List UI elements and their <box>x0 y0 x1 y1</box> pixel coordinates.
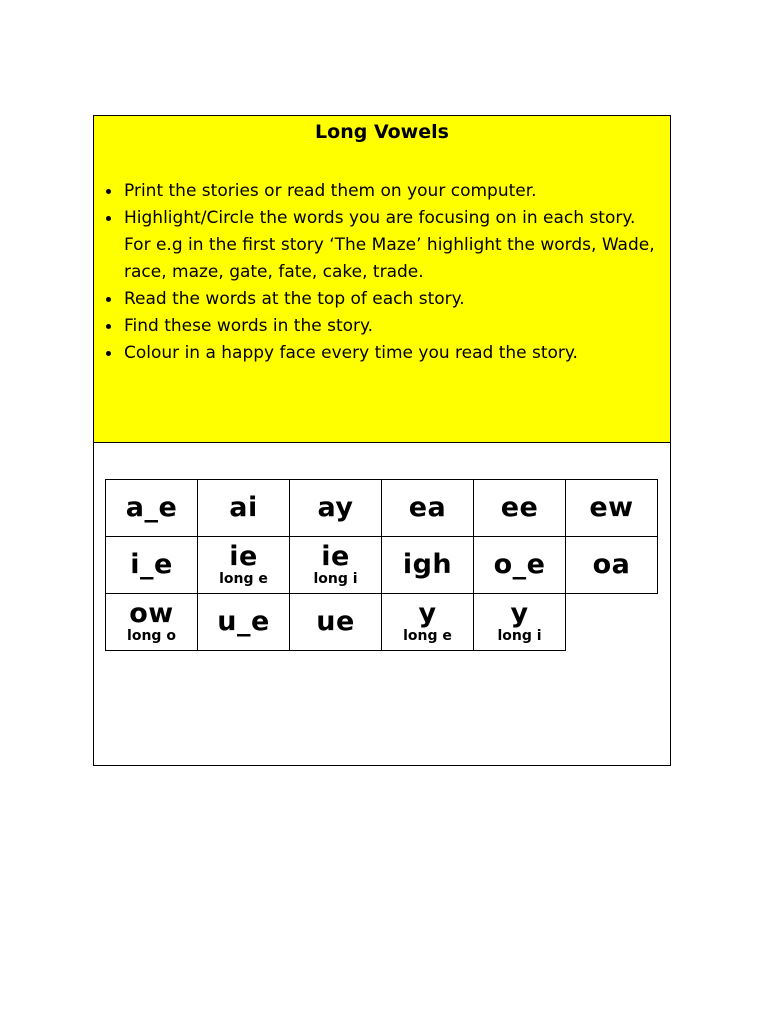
instructions-panel <box>94 116 670 443</box>
cell-note: long i <box>497 628 542 644</box>
cell-letters: i_e <box>130 549 173 580</box>
instruction-list <box>106 178 662 367</box>
instruction-item: Highlight/Circle the words you are focusing on in each story. For e.g in the first story ‘The Maze’ highlight the words, Wade, race, maze, gate, fate, cake, trade. <box>106 205 662 286</box>
grid-cell <box>566 480 658 537</box>
cell-note: long o <box>127 628 176 644</box>
grid-cell <box>290 594 382 651</box>
cell-letters: ea <box>408 492 447 523</box>
vowel-grid <box>105 479 658 651</box>
page-title: Long Vowels <box>315 121 449 143</box>
cell-letters: u_e <box>217 606 270 637</box>
grid-cell <box>198 537 290 594</box>
cell-letters: ue <box>316 606 355 637</box>
grid-cell <box>382 594 474 651</box>
cell-letters: ie <box>229 541 258 572</box>
cell-letters: y <box>418 598 437 629</box>
grid-row <box>106 594 658 651</box>
grid-cell <box>566 537 658 594</box>
instruction-item: Colour in a happy face every time you read the story. <box>106 340 662 367</box>
grid-cell <box>382 537 474 594</box>
cell-letters: y <box>510 598 529 629</box>
grid-cell <box>474 594 566 651</box>
page-frame <box>93 115 671 766</box>
cell-note: long i <box>313 571 358 587</box>
grid-cell <box>474 480 566 537</box>
cell-letters: ie <box>321 541 350 572</box>
grid-cell-empty <box>566 594 658 651</box>
instruction-item: Print the stories or read them on your computer. <box>106 178 662 205</box>
cell-letters: ay <box>317 492 354 523</box>
cell-letters: ee <box>500 492 539 523</box>
cell-letters: a_e <box>125 492 178 523</box>
cell-letters: ai <box>229 492 258 523</box>
cell-note: long e <box>403 628 452 644</box>
grid-cell <box>106 480 198 537</box>
cell-letters: ew <box>589 492 634 523</box>
grid-cell <box>198 594 290 651</box>
grid-cell <box>106 594 198 651</box>
grid-cell <box>198 480 290 537</box>
instruction-item: Find these words in the story. <box>106 313 662 340</box>
cell-letters: ow <box>129 598 174 629</box>
instruction-item: Read the words at the top of each story. <box>106 286 662 313</box>
cell-letters: oa <box>592 549 631 580</box>
grid-row <box>106 537 658 594</box>
grid-cell <box>290 537 382 594</box>
grid-row <box>106 480 658 537</box>
cell-letters: o_e <box>493 549 546 580</box>
grid-cell <box>474 537 566 594</box>
cell-note: long e <box>219 571 268 587</box>
cell-letters: igh <box>402 549 453 580</box>
grid-cell <box>290 480 382 537</box>
grid-cell <box>106 537 198 594</box>
grid-cell <box>382 480 474 537</box>
